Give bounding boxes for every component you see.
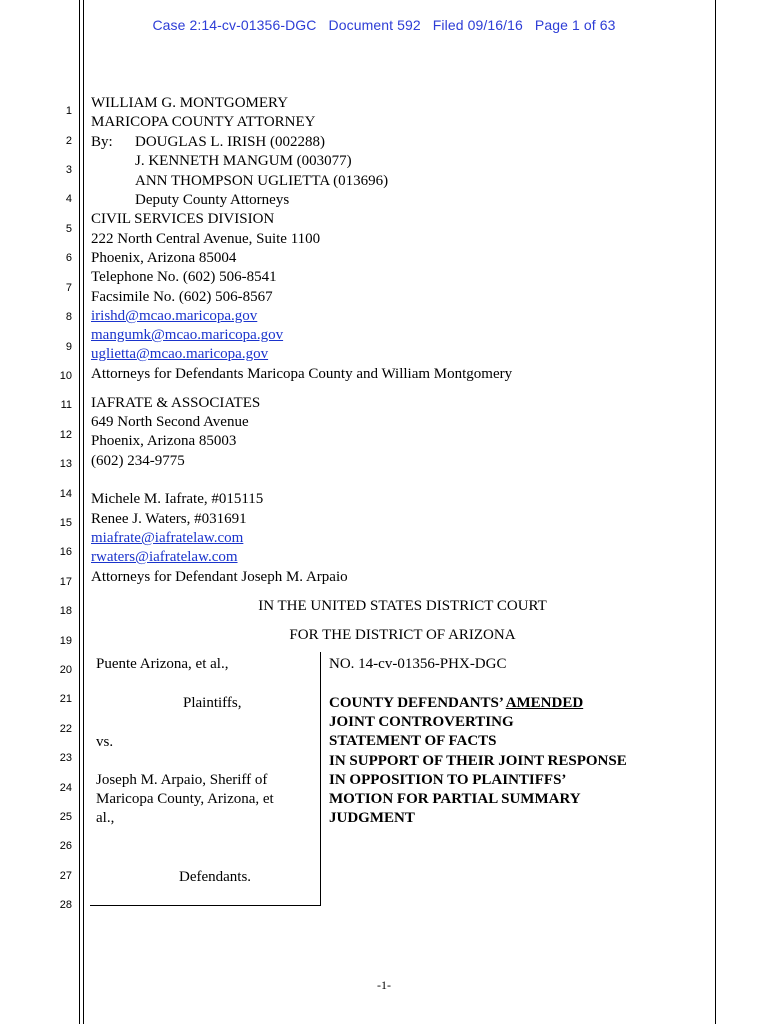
email-link-miafrate[interactable]: miafrate@iafratelaw.com [91, 530, 244, 546]
email-link-irish[interactable]: irishd@mcao.maricopa.gov [91, 308, 258, 324]
iafrate-address-city: Phoenix, Arizona 85003 [91, 433, 237, 449]
iafrate-firm: IAFRATE & ASSOCIATES [91, 395, 261, 411]
line-number: 19 [59, 635, 72, 647]
line-number: 10 [59, 370, 72, 382]
line-number: 20 [59, 664, 72, 676]
line-number: 28 [59, 899, 72, 911]
line-number: 24 [59, 782, 72, 794]
versus: vs. [96, 734, 114, 750]
plaintiff-role: Plaintiffs, [183, 695, 242, 711]
line-number: 25 [59, 811, 72, 823]
line-number: 16 [59, 546, 72, 558]
line-number: 3 [65, 164, 72, 176]
line-number: 9 [65, 341, 72, 353]
by-label: By: [91, 134, 113, 150]
attorney-mangum: J. KENNETH MANGUM (003077) [135, 153, 352, 169]
court-district: FOR THE DISTRICT OF ARIZONA [289, 627, 516, 643]
county-representation: Attorneys for Defendants Maricopa County and William Montgomery [91, 366, 513, 382]
document-title-line-4: IN SUPPORT OF THEIR JOINT RESPONSE [329, 753, 627, 769]
document-title-prefix: COUNTY DEFENDANTS’ [329, 695, 506, 711]
email-link-uglietta[interactable]: uglietta@mcao.maricopa.gov [91, 346, 269, 362]
attorney-iafrate: Michele M. Iafrate, #015115 [91, 491, 264, 507]
county-attorney-office: MARICOPA COUNTY ATTORNEY [91, 114, 316, 130]
email-link-mangum[interactable]: mangumk@mcao.maricopa.gov [91, 327, 284, 343]
line-number: 11 [60, 399, 72, 411]
line-number: 18 [59, 605, 72, 617]
iafrate-representation: Attorneys for Defendant Joseph M. Arpaio [91, 569, 348, 585]
document-title-line-2: JOINT CONTROVERTING [329, 714, 514, 730]
line-number: 5 [65, 223, 72, 235]
caption-divider-vertical [320, 652, 321, 905]
county-address-city: Phoenix, Arizona 85004 [91, 250, 237, 266]
court-name: IN THE UNITED STATES DISTRICT COURT [258, 598, 547, 614]
line-number: 13 [59, 458, 72, 470]
ecf-header [0, 17, 768, 33]
line-number: 2 [65, 135, 72, 147]
line-number: 12 [59, 429, 72, 441]
document-title-line-5: IN OPPOSITION TO PLAINTIFFS’ [329, 772, 567, 788]
document-title-line-7: JUDGMENT [329, 810, 415, 826]
defendant-line-3: al., [96, 810, 115, 826]
defendant-line-2: Maricopa County, Arizona, et [96, 791, 274, 807]
line-number: 15 [59, 517, 72, 529]
line-number: 7 [65, 282, 72, 294]
right-margin-rule [715, 0, 716, 1024]
defendant-role: Defendants. [179, 869, 252, 885]
line-number: 21 [59, 693, 72, 705]
county-telephone: Telephone No. (602) 506-8541 [91, 269, 277, 285]
iafrate-phone: (602) 234-9775 [91, 453, 185, 469]
line-number: 26 [59, 840, 72, 852]
case-number: NO. 14-cv-01356-PHX-DGC [329, 656, 507, 672]
caption-divider-horizontal [90, 905, 321, 906]
document-title-line-3: STATEMENT OF FACTS [329, 733, 497, 749]
county-attorney-name: WILLIAM G. MONTGOMERY [91, 95, 289, 111]
email-link-rwaters[interactable]: rwaters@iafratelaw.com [91, 549, 238, 565]
line-number: 4 [65, 193, 72, 205]
attorney-irish: DOUGLAS L. IRISH (002288) [135, 134, 325, 150]
attorney-uglietta: ANN THOMPSON UGLIETTA (013696) [135, 173, 389, 189]
header-page: Page 1 of 63 [534, 17, 616, 33]
header-document: Document 592 [328, 17, 421, 33]
division-name: CIVIL SERVICES DIVISION [91, 211, 275, 227]
left-margin-rule-outer [79, 0, 80, 1024]
document-title-amended: AMENDED [505, 695, 584, 711]
county-address-street: 222 North Central Avenue, Suite 1100 [91, 231, 321, 247]
line-number: 1 [65, 105, 72, 117]
line-number: 27 [59, 870, 72, 882]
line-number: 14 [59, 488, 72, 500]
left-margin-rule-inner [83, 0, 84, 1024]
deputy-title: Deputy County Attorneys [135, 192, 290, 208]
header-filed: Filed 09/16/16 [432, 17, 523, 33]
line-number: 22 [59, 723, 72, 735]
document-title-line-6: MOTION FOR PARTIAL SUMMARY [329, 791, 581, 807]
plaintiff-name: Puente Arizona, et al., [96, 656, 229, 672]
document-title-line-1 [329, 694, 583, 712]
county-facsimile: Facsimile No. (602) 506-8567 [91, 289, 273, 305]
line-number: 23 [59, 752, 72, 764]
line-number: 8 [65, 311, 72, 323]
line-number: 17 [59, 576, 72, 588]
iafrate-address-street: 649 North Second Avenue [91, 414, 249, 430]
line-number: 6 [65, 252, 72, 264]
defendant-line-1: Joseph M. Arpaio, Sheriff of [96, 772, 268, 788]
page-number-footer: -1- [377, 978, 391, 992]
attorney-waters: Renee J. Waters, #031691 [91, 511, 247, 527]
header-case: Case 2:14-cv-01356-DGC [152, 17, 317, 33]
